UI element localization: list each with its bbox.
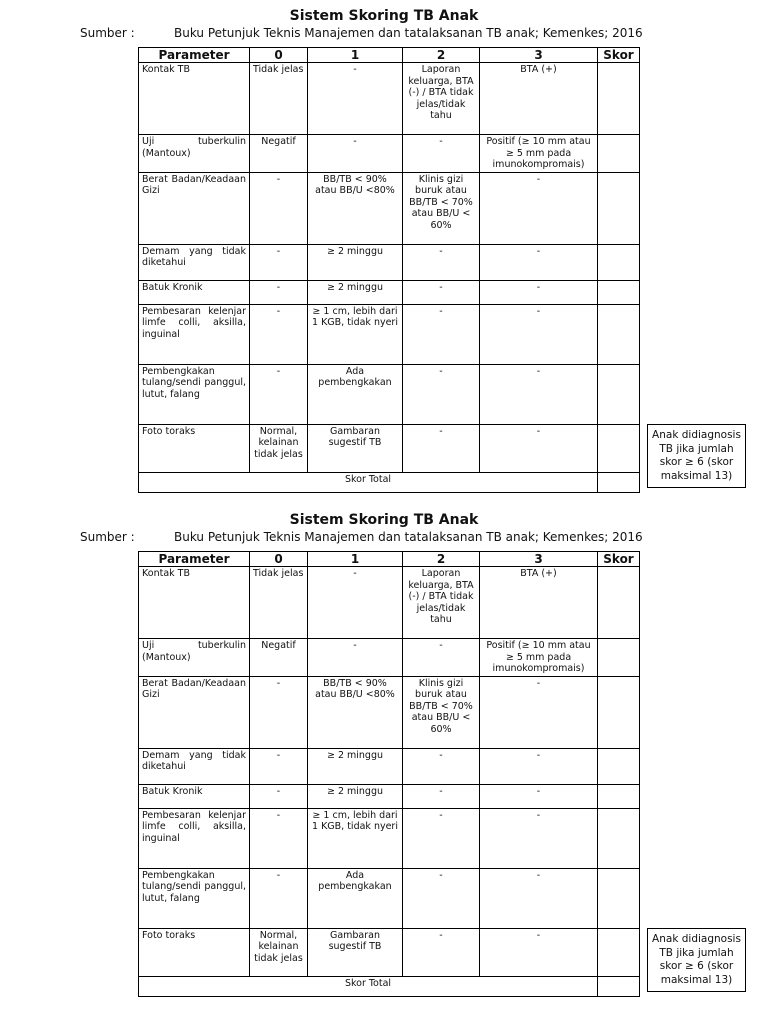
total-skor-cell xyxy=(598,976,640,996)
scoring-table xyxy=(138,47,640,493)
score-3-cell: - xyxy=(480,304,598,364)
header-skor: Skor xyxy=(598,552,640,567)
score-0-cell: Tidak jelas xyxy=(250,63,308,135)
header-skor: Skor xyxy=(598,48,640,63)
scoring-table xyxy=(138,551,640,997)
param-cell: Demam yang tidak diketahui xyxy=(139,244,250,280)
score-3-cell: - xyxy=(480,784,598,808)
score-1-cell: ≥ 2 minggu xyxy=(308,784,403,808)
skor-cell xyxy=(598,676,640,748)
score-0-cell: - xyxy=(250,868,308,928)
score-3-cell: - xyxy=(480,676,598,748)
score-0-cell: Negatif xyxy=(250,639,308,677)
skor-cell xyxy=(598,172,640,244)
score-1-cell: BB/TB < 90% atau BB/U <80% xyxy=(308,172,403,244)
table-row xyxy=(139,928,640,976)
score-0-cell: - xyxy=(250,364,308,424)
skor-cell xyxy=(598,244,640,280)
param-cell: Pembengkakan tulang/sendi panggul, lutut, falang xyxy=(139,364,250,424)
table-row xyxy=(139,244,640,280)
table-row xyxy=(139,364,640,424)
score-2-cell: - xyxy=(403,304,480,364)
score-0-cell: Normal, kelainan tidak jelas xyxy=(250,424,308,472)
table-row xyxy=(139,868,640,928)
score-3-cell: - xyxy=(480,280,598,304)
score-2-cell: Laporan keluarga, BTA (-) / BTA tidak jelas/tidak tahu xyxy=(403,63,480,135)
score-2-cell: - xyxy=(403,424,480,472)
score-2-cell: - xyxy=(403,748,480,784)
table-row xyxy=(139,63,640,135)
score-2-cell: Klinis gizi buruk atau BB/TB < 70% atau BB/U < 60% xyxy=(403,172,480,244)
header-score-0: 0 xyxy=(250,552,308,567)
page-title: Sistem Skoring TB Anak xyxy=(289,512,479,528)
score-0-cell: - xyxy=(250,784,308,808)
score-2-cell: Klinis gizi buruk atau BB/TB < 70% atau BB/U < 60% xyxy=(403,676,480,748)
param-cell: Berat Badan/Keadaan Gizi xyxy=(139,676,250,748)
skor-cell xyxy=(598,784,640,808)
score-0-cell: - xyxy=(250,244,308,280)
table-row xyxy=(139,304,640,364)
score-2-cell: - xyxy=(403,928,480,976)
source-label: Sumber : xyxy=(80,530,135,544)
table-row xyxy=(139,639,640,677)
header-score-1: 1 xyxy=(308,552,403,567)
param-cell: Kontak TB xyxy=(139,567,250,639)
skor-cell xyxy=(598,63,640,135)
header-score-3: 3 xyxy=(480,48,598,63)
score-1-cell: - xyxy=(308,135,403,173)
table-row xyxy=(139,172,640,244)
param-cell: Batuk Kronik xyxy=(139,784,250,808)
table-row xyxy=(139,567,640,639)
header-score-0: 0 xyxy=(250,48,308,63)
score-1-cell: ≥ 2 minggu xyxy=(308,280,403,304)
score-3-cell: Positif (≥ 10 mm atau ≥ 5 mm pada imunokompromais) xyxy=(480,135,598,173)
score-1-cell: ≥ 2 minggu xyxy=(308,748,403,784)
score-3-cell: - xyxy=(480,364,598,424)
score-0-cell: - xyxy=(250,748,308,784)
score-0-cell: - xyxy=(250,676,308,748)
score-1-cell: - xyxy=(308,639,403,677)
param-cell: Foto toraks xyxy=(139,424,250,472)
score-0-cell: - xyxy=(250,280,308,304)
score-1-cell: Ada pembengkakan xyxy=(308,868,403,928)
param-cell: Pembengkakan tulang/sendi panggul, lutut, falang xyxy=(139,868,250,928)
score-1-cell: ≥ 1 cm, lebih dari 1 KGB, tidak nyeri xyxy=(308,304,403,364)
skor-cell xyxy=(598,135,640,173)
skor-cell xyxy=(598,639,640,677)
total-label: Skor Total xyxy=(139,472,598,492)
param-cell: Pembesaran kelenjar limfe colli, aksilla, inguinal xyxy=(139,808,250,868)
score-1-cell: - xyxy=(308,567,403,639)
skor-cell xyxy=(598,868,640,928)
score-2-cell: - xyxy=(403,784,480,808)
param-cell: Uji tuberkulin (Mantoux) xyxy=(139,135,250,173)
score-3-cell: - xyxy=(480,424,598,472)
score-3-cell: - xyxy=(480,244,598,280)
score-1-cell: BB/TB < 90% atau BB/U <80% xyxy=(308,676,403,748)
score-3-cell: Positif (≥ 10 mm atau ≥ 5 mm pada imunokompromais) xyxy=(480,639,598,677)
score-1-cell: Gambaran sugestif TB xyxy=(308,928,403,976)
skor-cell xyxy=(598,748,640,784)
param-cell: Uji tuberkulin (Mantoux) xyxy=(139,639,250,677)
score-3-cell: - xyxy=(480,928,598,976)
score-2-cell: - xyxy=(403,135,480,173)
table-row xyxy=(139,784,640,808)
skor-cell xyxy=(598,304,640,364)
score-0-cell: Negatif xyxy=(250,135,308,173)
param-cell: Pembesaran kelenjar limfe colli, aksilla, inguinal xyxy=(139,304,250,364)
param-cell: Demam yang tidak diketahui xyxy=(139,748,250,784)
diagnosis-note: Anak didiagnosis TB jika jumlah skor ≥ 6 (skor maksimal 13) xyxy=(647,928,746,992)
table-row xyxy=(139,135,640,173)
source-text: Buku Petunjuk Teknis Manajemen dan tatalaksanan TB anak; Kemenkes; 2016 xyxy=(174,530,643,544)
table-row xyxy=(139,424,640,472)
skor-cell xyxy=(598,364,640,424)
skor-cell xyxy=(598,280,640,304)
skor-cell xyxy=(598,928,640,976)
diagnosis-note: Anak didiagnosis TB jika jumlah skor ≥ 6 (skor maksimal 13) xyxy=(647,424,746,488)
page-title: Sistem Skoring TB Anak xyxy=(289,8,479,24)
table-row xyxy=(139,808,640,868)
total-row xyxy=(139,976,640,996)
score-2-cell: - xyxy=(403,280,480,304)
score-2-cell: Laporan keluarga, BTA (-) / BTA tidak jelas/tidak tahu xyxy=(403,567,480,639)
skor-cell xyxy=(598,567,640,639)
header-score-3: 3 xyxy=(480,552,598,567)
score-3-cell: - xyxy=(480,868,598,928)
score-3-cell: - xyxy=(480,172,598,244)
score-3-cell: BTA (+) xyxy=(480,63,598,135)
score-0-cell: - xyxy=(250,172,308,244)
score-2-cell: - xyxy=(403,808,480,868)
source-text: Buku Petunjuk Teknis Manajemen dan tatalaksanan TB anak; Kemenkes; 2016 xyxy=(174,26,643,40)
score-2-cell: - xyxy=(403,244,480,280)
score-3-cell: BTA (+) xyxy=(480,567,598,639)
total-label: Skor Total xyxy=(139,976,598,996)
header-score-1: 1 xyxy=(308,48,403,63)
source-line xyxy=(80,26,643,40)
param-cell: Berat Badan/Keadaan Gizi xyxy=(139,172,250,244)
source-line xyxy=(80,530,643,544)
score-1-cell: ≥ 1 cm, lebih dari 1 KGB, tidak nyeri xyxy=(308,808,403,868)
scoring-section-1 xyxy=(0,0,768,504)
param-cell: Batuk Kronik xyxy=(139,280,250,304)
scoring-section-2 xyxy=(0,504,768,1008)
score-1-cell: ≥ 2 minggu xyxy=(308,244,403,280)
header-parameter: Parameter xyxy=(139,48,250,63)
table-row xyxy=(139,748,640,784)
table-row xyxy=(139,280,640,304)
skor-cell xyxy=(598,424,640,472)
score-0-cell: - xyxy=(250,304,308,364)
score-2-cell: - xyxy=(403,868,480,928)
score-0-cell: - xyxy=(250,808,308,868)
table-row xyxy=(139,676,640,748)
header-parameter: Parameter xyxy=(139,552,250,567)
score-3-cell: - xyxy=(480,808,598,868)
score-1-cell: Ada pembengkakan xyxy=(308,364,403,424)
total-row xyxy=(139,472,640,492)
param-cell: Foto toraks xyxy=(139,928,250,976)
score-0-cell: Normal, kelainan tidak jelas xyxy=(250,928,308,976)
param-cell: Kontak TB xyxy=(139,63,250,135)
score-1-cell: - xyxy=(308,63,403,135)
header-score-2: 2 xyxy=(403,552,480,567)
score-1-cell: Gambaran sugestif TB xyxy=(308,424,403,472)
score-2-cell: - xyxy=(403,364,480,424)
header-score-2: 2 xyxy=(403,48,480,63)
source-label: Sumber : xyxy=(80,26,135,40)
skor-cell xyxy=(598,808,640,868)
total-skor-cell xyxy=(598,472,640,492)
score-2-cell: - xyxy=(403,639,480,677)
score-0-cell: Tidak jelas xyxy=(250,567,308,639)
score-3-cell: - xyxy=(480,748,598,784)
